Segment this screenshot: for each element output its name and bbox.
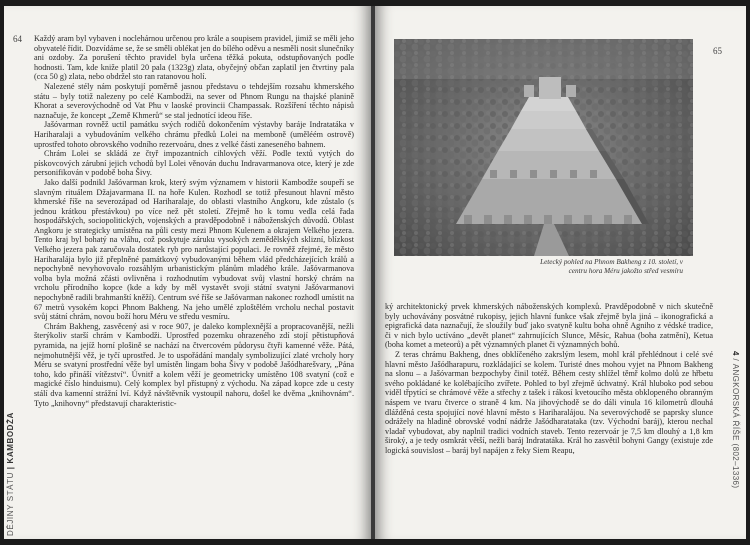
running-head-chapter: DĚJINY STÁTU <box>6 472 15 536</box>
paragraph: Jašóvarman rovněž uctil památku svých rodičů dokončením výstavby baráje Indratatáka v Hariharalaji a vybudováním velkého chrámu předků Lolei na memboně (uměléém ostrově) uprostřed tohoto obrovského vodního rezervoáru, dnes z velké části zaneseného bahnem. <box>34 120 354 149</box>
left-page-body <box>34 34 354 408</box>
left-page <box>4 6 371 539</box>
paragraph: ký architektonický prvek khmerských náboženských komplexů. Pravděpodobně v nich skutečně byly uchovávány posvátné rukopisy, jejich hlavní funkce však zřejmě byla jiná – ikonografická a epigrafická data naznačují, že sloužily buď jako svatyně kultu boha ohně Agniho z védské tradice, či v nich bylo uctíváno „devět planet“ zahrnujících Slunce, Měsíc, Rahua (boha zatmění), Ketua (boha komet a meteorů) a pět významných planet či významných bohů. <box>385 302 713 350</box>
running-head-years: (802–1336) <box>731 443 740 489</box>
paragraph: Z teras chrámu Bakheng, dnes obklíčeného zakrslým lesem, mohl král přehlédnout i celé své hlavní město Jašódharapuru, rozkládající se kolem. Turisté dnes mohou vyjet na Phnom Bakheng na slonu – a Jašóvarman bezpochyby činil totéž. Během cesty shlížel těmř kolmo dolů ze hřbetu svého pokládané ke kolébajícího zvířete. Pohled to byl zřejmě úchvatný. Král hluboko pod sebou viděl třpytící se chrámové věže a střechy z tašek i rákosí kvetoucího města obklopeného obranným náspem ve tvaru čtverce o straně 4 km. Na jihovýchodě se do dáli vinula 16 kilometrů dlouhá dlážděná cesta spojující nové hlavní město s Hariharalájou. Na severovýchodě se paprsky slunce odrážely na hladině obrovské vodní nádrže Jašódharatataka (tzv. Východní baráj), kterou nechal vladař vybudovat, aby naplnil tradici vodních staveb. Tento rezervoár je 7,5 km dlouhý a 1,8 km široký, a je tedy osmkrát větší, nežli baráj Indratatáka. Král ho zasvětil bohyni Gangy (existuje zde logická souvislost – baráj byl napájen z řeky Siem Reapu, <box>385 349 713 455</box>
right-page-body <box>385 302 713 456</box>
right-page <box>375 6 746 539</box>
paragraph: Každý aram byl vybaven i noclehárnou určenou pro krále a soupisem pravidel, jimiž se měli jeho obyvatelé řídit. Dozvídáme se, že se směli oblékat jen do bílého oděvu a nesměli nosit slunečníky ani ozdoby. Za porušení těchto pravidel byla určena těžká pokuta, odstupňovaných podle hodnosti. Tam, kde kniže platil 20 pala (1323g) zlata, obyčejný občan zaplatil jen čtvrtiny pala (cca 50 g) zlata, nebo obdržel sto ran ratanovou holí. <box>34 34 354 82</box>
book-spread <box>4 6 746 539</box>
paragraph: Chrám Lolei se skládá ze čtyř impozantních cihlových věží. Podle textů vytých do pískovcových zárubní jejich vchodů byl Lolei věnován duchu Indravarmanova otce, který je zde personifikován v podobě boha Šivy. <box>34 149 354 178</box>
right-running-head: 4 / ANGKORSKÁ ŘÍŠE (802–1336) <box>731 351 740 489</box>
temple-aerial-photo-icon <box>394 39 693 256</box>
running-head-section: KAMBODŽA <box>6 412 15 464</box>
running-head-title: ANGKORSKÁ ŘÍŠE <box>731 363 740 441</box>
left-running-head: DĚJINY STÁTU | KAMBODŽA <box>6 412 15 536</box>
photo-illustration <box>394 39 693 256</box>
photo-caption: Letecký pohled na Phnom Bakheng z 10. století, v centru hora Méru jakožto střed vesmíru <box>540 258 683 275</box>
page-number-left: 64 <box>13 34 22 44</box>
paragraph: Nalezené stély nám poskytují poměrně jasnou představu o tehdejším rozsahu khmerského státu – byly totiž nalezeny po celé Kambodži, na sever od Phnom Rungu na thajské planině Khorat a severovýchodně od Vat Phu v laoské provincii Champassak. Rozšíření těchto nápisů naznačuje, že koncept „Země Khmerů“ se stal jednotící ideou říše. <box>34 81 354 120</box>
paragraph: Jako další podnikl Jašóvarman krok, který svým významem v historii Kambodže soupeří se slavným rituálem Džajavarmana II. na hoře Kulen. Rozhodl se totiž přesunout hlavní město khmerské říše na severozápad od Hariharalaje, do oblasti vlastního Angkoru, kde zůstalo (s jednou krátkou přestávkou) po více než pět století. Zřejmě ho k tomu vedla celá řada hospodářských, sociopolitických, vojenských a pravděpodobně i náboženských důvodů. Oblast Angkoru je strategicky umístěna na půli cesty mezi Phnom Kulenem a okrajem Velkého jezera. Tento kraj byl bohatý na vláhu, což poskytuje záruku vysokých zemědělských sklizní, blízkost Velkého jezera pak zaručovala dostatek ryb pro narůstající populaci. Je rovněž zřejmé, že město Hariharalája bylo již přeplněné památkový vybudovanými během vlád předcházejících králů a nepochybně nevyhovovalo rozsáhlým urbanistickým plánům mladého krále. Jašóvarmanova volba byla možná zčásti ovlivněna i rozhodnutím vybudovat svůj vlastní horský chrám na vrcholu přírodního kopce (kde a kdy by měl vystavět svoji státní svatyni Jašóvarmanovi nepochybně radili brahmanští kněží). Centrum své říše se Jašóvarman nakonec rozhodl umístit na 67 metrů vysokém kopci Phnom Bakheng. Na jeho umělé zploštělém vrcholu nechal postavit svůj státní chrám, novou boží horu Méru ve středu vesmíru. <box>34 177 354 322</box>
running-head-chapter-num: 4 <box>731 351 740 356</box>
page-number-right: 65 <box>713 46 722 56</box>
paragraph: Chrám Bakheng, zasvěcený asi v roce 907, je daleko komplexnější a propracovanější, nežli šterýkoliv starší chrám v Kambodži. Uprostřed pozemku ohrazeného zdí stojí pětistupňová pyramida, na jejíž horní plošině se nachází na čtvercovém půdorysu čtyři kamenné věže. Pátá, nejmohutnější věž, je tyčí uprostřed. Je to uspořádání mandaly symbolizující zlaté vrcholy hory Méru se svatyní prostřední věže byl umístěn lingam boha Šivy v podobě Jašódharešvary, „Pána toho, kdo přináší vítězství“. Úvnitř a kolem věží je geometricky umístěno 108 svatyní (což e magické číslo hinduismu). Celý komplex byl přístupný z východu. Na západ kopce zde u cesty stálí dva kamenní strážní lví. Když návštěvník vystoupil nahoru, došel ke dvěma „knihovnám“. Tyto „knihovny“ představují charakteristic- <box>34 321 354 408</box>
